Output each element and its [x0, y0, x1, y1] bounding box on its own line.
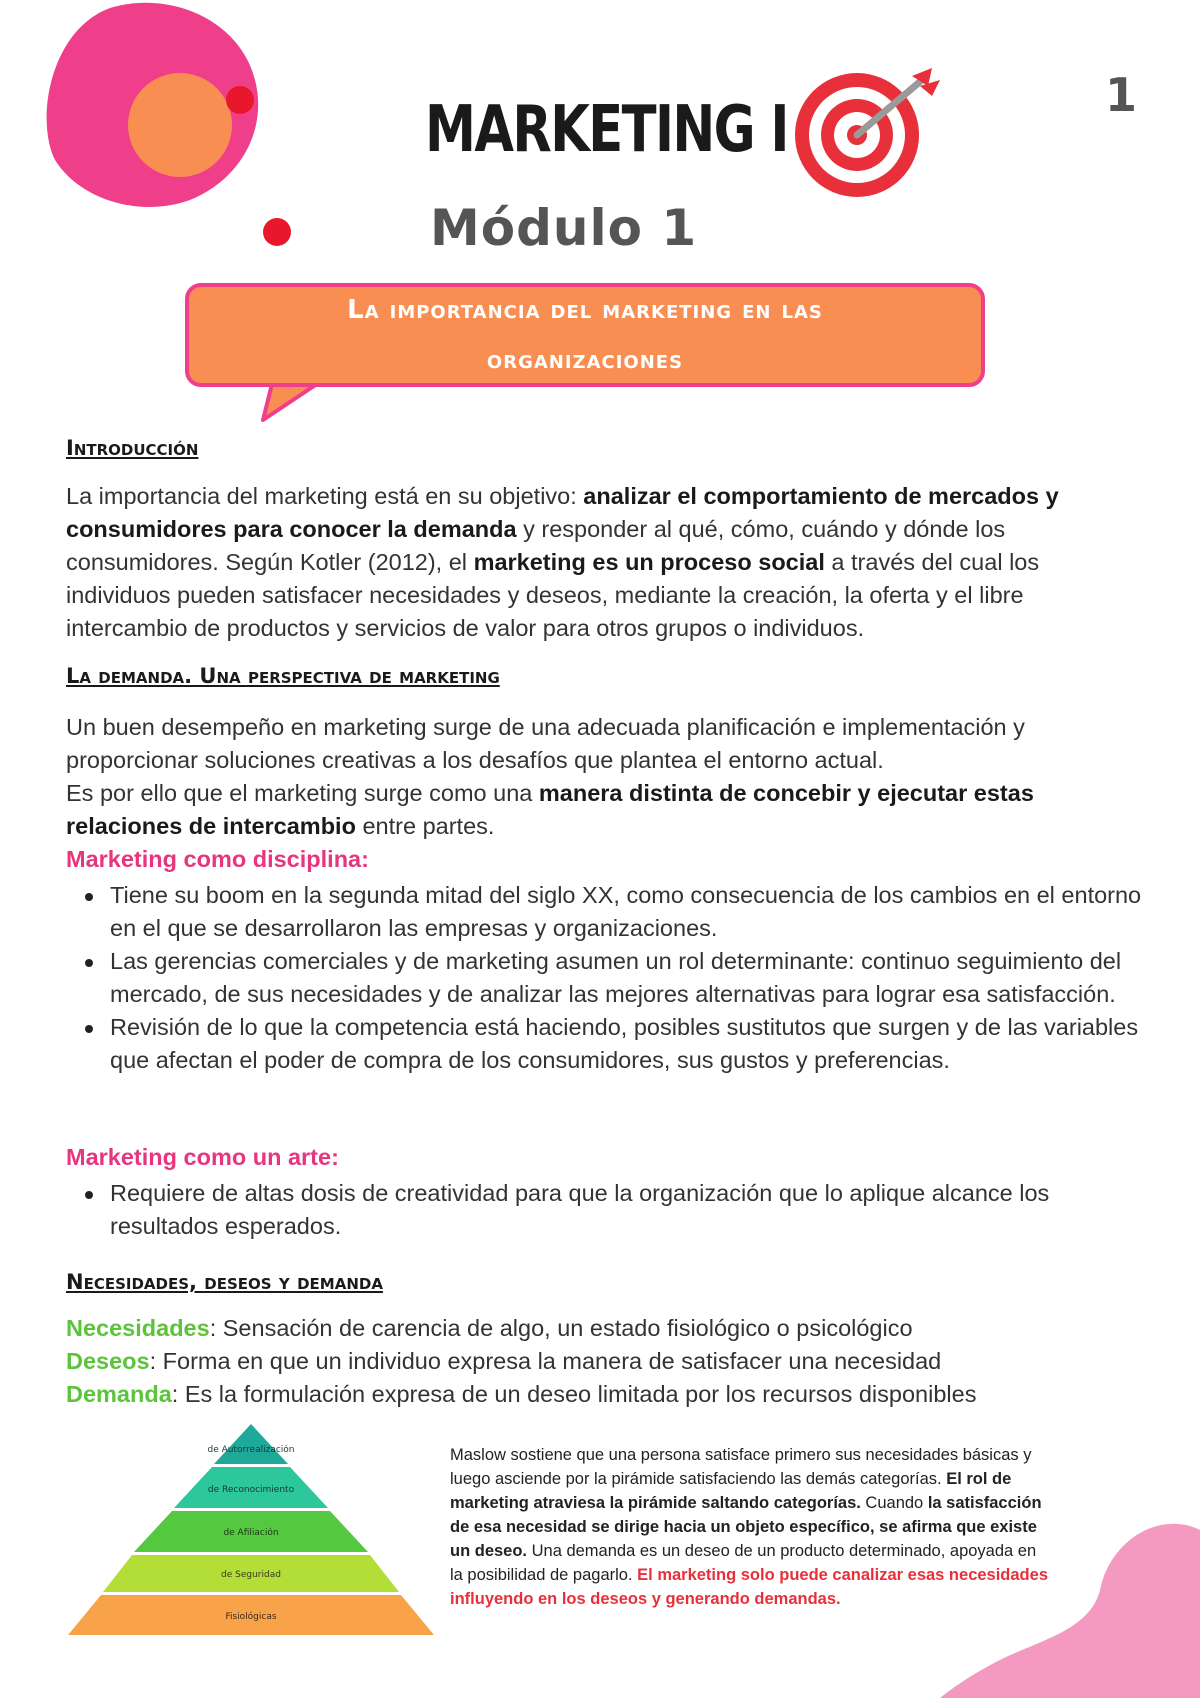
definition-text: : Forma en que un individuo expresa la manera de satisfacer una necesidad: [149, 1348, 942, 1374]
demanda-heading: La demanda. Una perspectiva de marketing: [66, 664, 500, 688]
intro-text-1: La importancia del marketing está en su objetivo:: [66, 483, 584, 509]
arte-heading: Marketing como un arte:: [66, 1144, 339, 1170]
definition-demanda: [66, 1378, 1156, 1411]
disciplina-list: [66, 879, 1146, 1077]
demanda-paragraph-1: Un buen desempeño en marketing surge de una adecuada planificación e implementación y proporcionar soluciones creativas a los desafíos que plantea el entorno actual.: [66, 714, 1025, 773]
intro-bold-1: analizar el comportamiento de mercados y consumidores para conocer la demanda: [66, 483, 1059, 542]
pyramid-label: de Autorrealización: [207, 1445, 295, 1455]
banner-line-1: La importancia del marketing en las: [347, 295, 823, 325]
module-subtitle: Módulo 1: [430, 199, 698, 257]
maslow-bold-2: la satisfacción de esa necesidad se dirige hacia un objeto específico, se afirma que existe un deseo.: [450, 1494, 1042, 1560]
list-item: Las gerencias comerciales y de marketing asumen un rol determinante: continuo seguimiento del mercado, de sus necesidades y de analizar las mejores alternativas para lograr esa satisfacción.: [66, 945, 1146, 1011]
intro-bold-2: marketing es un proceso social: [473, 549, 825, 575]
demanda-text-a: Es por ello que el marketing surge como una: [66, 780, 539, 806]
intro-text-2: y responder al qué, cómo, cuándo y dónde los consumidores. Según Kotler (2012), el: [66, 516, 1006, 575]
maslow-text-1: Maslow sostiene que una persona satisface primero sus necesidades básicas y luego asciende por la pirámide satisfaciendo las demás categorías.: [450, 1446, 1032, 1488]
definition-deseos: [66, 1345, 1156, 1378]
necesidades-heading: Necesidades, deseos y demanda: [66, 1270, 383, 1294]
decorative-dot: [262, 217, 292, 247]
term-demanda: Demanda: [66, 1381, 172, 1407]
definition-text: : Sensación de carencia de algo, un estado fisiológico o psicológico: [209, 1315, 913, 1341]
intro-text-3: a través del cual los individuos pueden satisfacer necesidades y deseos, mediante la creación, la oferta y el libre intercambio de productos y servicios de valor para otros grupos o individuos.: [66, 549, 1040, 641]
list-item: Requiere de altas dosis de creatividad para que la organización que lo aplique alcance los resultados esperados.: [66, 1177, 1146, 1243]
list-item: Revisión de lo que la competencia está haciendo, posibles sustitutos que surgen y de las variables que afectan el poder de compra de los consumidores, sus gustos y preferencias.: [66, 1011, 1146, 1077]
maslow-red-text: El marketing solo puede canalizar esas necesidades influyendo en los deseos y generando demandas.: [450, 1566, 1048, 1608]
demanda-paragraph-2: [66, 777, 1146, 843]
pyramid-label: de Reconocimiento: [207, 1485, 295, 1495]
decorative-blob: [40, 0, 280, 210]
target-icon: [782, 68, 940, 198]
maslow-text-3: Una demanda es un deseo de un producto determinado, apoyada en la posibilidad de pagarlo.: [450, 1542, 1037, 1584]
pyramid-level-autorrealizacion: [214, 1424, 288, 1464]
disciplina-heading: Marketing como disciplina:: [66, 846, 369, 872]
arte-list: [66, 1177, 1146, 1243]
pyramid-label: de Seguridad: [221, 1570, 281, 1580]
pyramid-label: de Afiliación: [223, 1528, 279, 1538]
term-necesidades: Necesidades: [66, 1315, 210, 1341]
intro-heading: Introducción: [66, 436, 199, 460]
banner-text: [185, 283, 985, 387]
pyramid-label: Fisiológicas: [225, 1612, 277, 1622]
page-title: MARKETING I: [425, 93, 788, 167]
demanda-text-c: entre partes.: [355, 813, 495, 839]
maslow-text-2: Cuando: [860, 1494, 928, 1512]
page-number: 1: [1105, 68, 1138, 122]
maslow-pyramid: [66, 1422, 436, 1677]
list-item: Tiene su boom en la segunda mitad del siglo XX, como consecuencia de los cambios en el entorno en el que se desarrollaron las empresas y organizaciones.: [66, 879, 1146, 945]
demanda-bold: manera distinta de concebir y ejecutar estas relaciones de intercambio: [66, 780, 1034, 839]
intro-paragraph: [66, 480, 1146, 645]
decorative-blob-bottom: [930, 1500, 1200, 1698]
definition-text: : Es la formulación expresa de un deseo limitada por los recursos disponibles: [171, 1381, 977, 1407]
banner-line-2: organizaciones: [486, 345, 684, 375]
definition-necesidades: [66, 1312, 1156, 1345]
term-deseos: Deseos: [66, 1348, 150, 1374]
maslow-bold-1: El rol de marketing atraviesa la pirámide saltando categorías.: [450, 1470, 1012, 1512]
